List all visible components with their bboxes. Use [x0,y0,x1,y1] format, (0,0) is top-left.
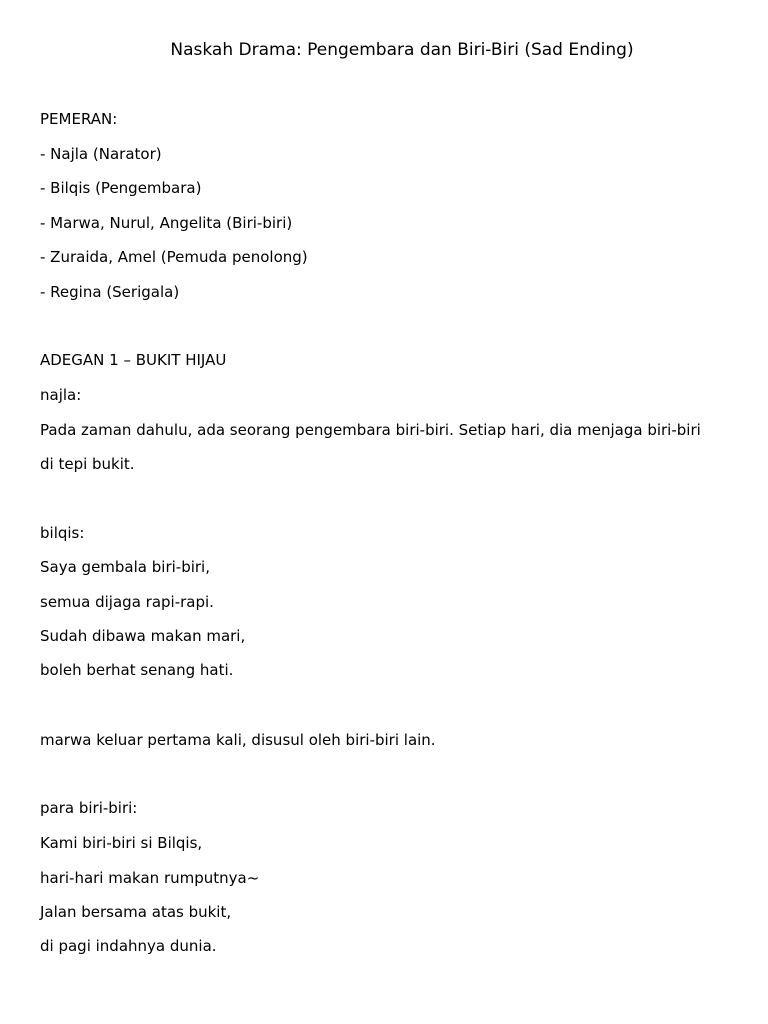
speaker-label: para biri-biri: [40,799,138,817]
speaker-label: najla: [40,386,82,404]
cast-member: - Bilqis (Pengembara) [40,179,202,197]
cast-member: - Marwa, Nurul, Angelita (Biri-biri) [40,214,293,232]
dialogue-line: Kami biri-biri si Bilqis, [40,834,203,852]
cast-member: - Regina (Serigala) [40,283,180,301]
dialogue-line: boleh berhat senang hati. [40,661,234,679]
dialogue-line: Jalan bersama atas bukit, [40,903,232,921]
dialogue-line: Sudah dibawa makan mari, [40,627,246,645]
cast-member: - Zuraida, Amel (Pemuda penolong) [40,248,308,266]
dialogue-line: di tepi bukit. [40,455,135,473]
dialogue-line: di pagi indahnya dunia. [40,937,217,955]
stage-direction: marwa keluar pertama kali, disusul oleh biri-biri lain. [40,731,436,749]
dialogue-line: semua dijaga rapi-rapi. [40,593,214,611]
cast-member: - Najla (Narator) [40,145,162,163]
dialogue-line: hari-hari makan rumputnya~ [40,869,260,887]
cast-heading: PEMERAN: [40,110,118,128]
scene-heading: ADEGAN 1 – BUKIT HIJAU [40,351,227,369]
dialogue-line: Pada zaman dahulu, ada seorang pengembara biri-biri. Setiap hari, dia menjaga biri-biri [40,421,701,439]
document-title: Naskah Drama: Pengembara dan Biri-Biri (Sad Ending) [170,40,634,60]
dialogue-line: Saya gembala biri-biri, [40,558,210,576]
speaker-label: bilqis: [40,524,85,542]
